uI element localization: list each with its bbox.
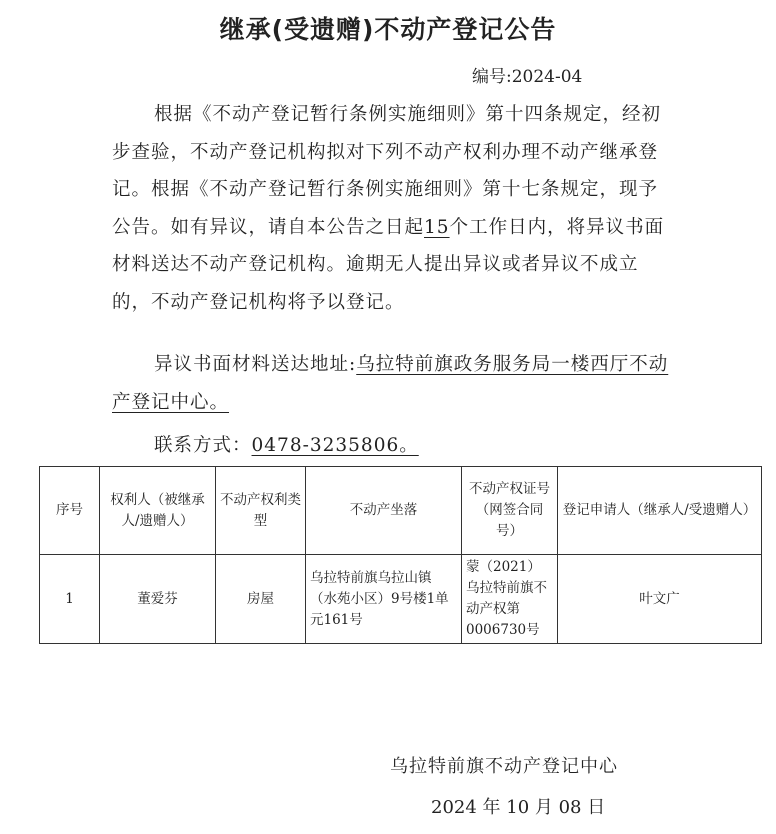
cell-location: 乌拉特前旗乌拉山镇（水苑小区）9号楼1单元161号 xyxy=(306,555,462,644)
cell-owner: 董爱芬 xyxy=(100,555,216,644)
cell-certificate: 蒙（2021）乌拉特前旗不动产权第0006730号 xyxy=(462,555,558,644)
table-row xyxy=(40,555,762,644)
issuing-organization: 乌拉特前旗不动产登记中心 xyxy=(390,756,618,777)
cell-index: 1 xyxy=(40,555,100,644)
notice-paragraph xyxy=(112,96,672,321)
header-location: 不动产坐落 xyxy=(306,467,462,555)
contact-paragraph xyxy=(112,427,672,465)
table-header-row xyxy=(40,467,762,555)
header-index: 序号 xyxy=(40,467,100,555)
header-owner: 权利人（被继承人/遗赠人） xyxy=(100,467,216,555)
registration-table xyxy=(39,466,762,644)
header-applicant: 登记申请人（继承人/受遗赠人） xyxy=(558,467,762,555)
address-paragraph xyxy=(112,346,672,421)
page-title: 继承(受遗赠)不动产登记公告 xyxy=(219,15,557,44)
address-label: 异议书面材料送达地址: xyxy=(154,354,357,375)
contact-value: 0478-3235806。 xyxy=(251,435,419,456)
address-value: 乌拉特前旗政务服务局一楼西厅不动产登记中心。 xyxy=(112,354,669,413)
contact-label: 联系方式： xyxy=(154,435,252,456)
serial-number: 编号:2024-04 xyxy=(472,67,583,87)
header-right-type: 不动产权利类型 xyxy=(216,467,306,555)
issue-date: 2024 年 10 月 08 日 xyxy=(431,797,606,818)
cell-right-type: 房屋 xyxy=(216,555,306,644)
notice-text-after: 个工作日内，将异议书面材料送达不动产登记机构。逾期无人提出异议或者异议不成立的，不动产登记机构将予以登记。 xyxy=(112,216,665,313)
notice-text-before: 根据《不动产登记暂行条例实施细则》第十四条规定，经初步查验，不动产登记机构拟对下列不动产权利办理不动产继承登记。根据《不动产登记暂行条例实施细则》第十七条规定，现予公告。如有异议，请自本公告之日起 xyxy=(112,104,662,238)
cell-applicant: 叶文广 xyxy=(558,555,762,644)
header-certificate: 不动产权证号（网签合同号） xyxy=(462,467,558,555)
days-count: 15 xyxy=(424,216,450,238)
